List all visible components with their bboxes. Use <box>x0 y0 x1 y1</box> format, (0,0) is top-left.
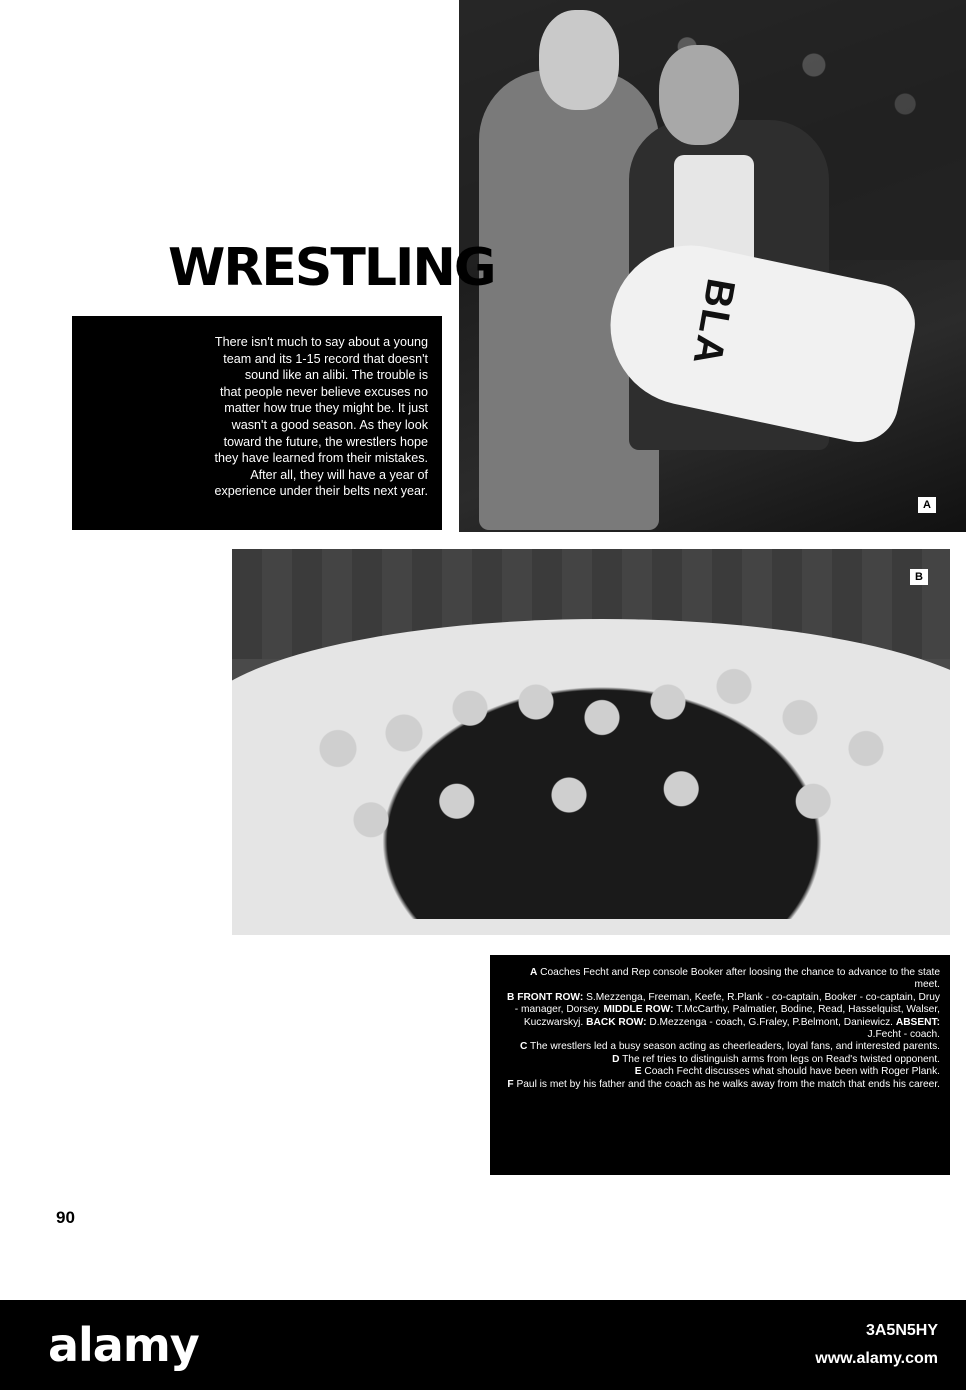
image-id: 3A5N5HY <box>865 1322 938 1339</box>
photo-a <box>459 0 966 532</box>
photo-b-tag: B <box>910 569 928 585</box>
intro-line: experience under their belts next year. <box>214 484 428 499</box>
coach-head-right <box>659 45 739 145</box>
watermark-url: www.alamy.com <box>815 1350 938 1367</box>
intro-text-box <box>72 316 442 530</box>
caption-box <box>490 955 950 1175</box>
team-group <box>272 609 932 919</box>
intro-line: that people never believe excuses no <box>220 384 428 399</box>
intro-line: toward the future, the wrestlers hope <box>223 434 428 449</box>
caption-a: A Coaches Fecht and Rep console Booker after loosing the chance to advance to the state meet. <box>529 967 940 991</box>
intro-line: team and its 1-15 record that doesn't <box>223 351 428 366</box>
intro-line: they have learned from their mistakes. <box>214 451 428 466</box>
caption-b: B FRONT ROW: S.Mezzenga, Freeman, Keefe, R.Plank - co-captain, Booker - co-captain, Druy - manager, Dorsey. MIDDLE ROW: T.McCarthy, Palmatier, Bodine, Read, Hasselquist, Walser, Kuczwarskyj. BACK ROW: D.Mezzenga - coach, G.Fraley, P.Belmont, Daniewicz. ABSENT: J.Fecht - coach. <box>507 991 940 1041</box>
intro-line: wasn't a good season. As they look <box>231 417 428 432</box>
page-title: WRESTLING <box>168 238 495 298</box>
intro-line: There isn't much to say about a young <box>214 335 428 349</box>
intro-line: After all, they will have a year of <box>250 467 428 482</box>
caption-e: E Coach Fecht discusses what should have been with Roger Plank. <box>634 1066 940 1078</box>
page-number: 90 <box>56 1208 75 1227</box>
photo-b-team <box>232 549 950 935</box>
alamy-logo: alamy <box>48 1318 199 1372</box>
jersey-lettering: BLA <box>684 275 743 370</box>
intro-line: matter how true they might be. It just <box>224 401 428 416</box>
watermark-bar <box>0 1300 966 1390</box>
caption-f: F Paul is met by his father and the coach as he walks away from the match that ends his career. <box>507 1078 940 1090</box>
intro-line: sound like an alibi. The trouble is <box>244 368 428 383</box>
caption-d: D The ref tries to distinguish arms from legs on Read's twisted opponent. <box>612 1053 940 1065</box>
photo-a-tag: A <box>918 497 936 513</box>
coach-head-left <box>539 10 619 110</box>
caption-c: C The wrestlers led a busy season acting as cheerleaders, loyal fans, and interested parents. <box>519 1041 940 1053</box>
